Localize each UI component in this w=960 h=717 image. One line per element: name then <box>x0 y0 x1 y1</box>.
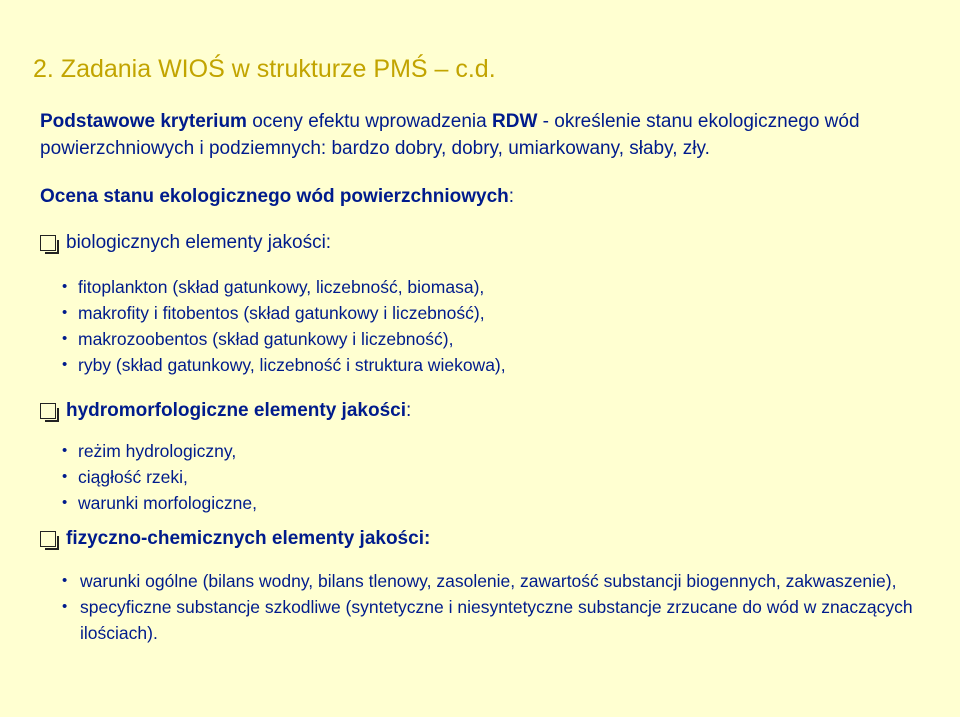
section-subheading <box>40 186 514 208</box>
intro-text-2: oceny efektu wprowadzenia <box>246 111 492 132</box>
list-item: • ryby (skład gatunkowy, liczebność i struktura wiekowa), <box>62 352 506 378</box>
group-heading-label: hydromorfologiczne elementy jakości <box>66 400 406 421</box>
list-item: • makrozoobentos (skład gatunkowy i liczebność), <box>62 326 506 352</box>
group-heading-suffix: : <box>405 400 412 421</box>
group-heading-label: fizyczno-chemicznych elementy jakości: <box>66 528 431 549</box>
checkbox-bullet-icon <box>40 531 56 547</box>
subheading-suffix: : <box>508 186 515 207</box>
list-item: • reżim hydrologiczny, <box>62 438 257 464</box>
list-item: • ciągłość rzeki, <box>62 464 257 490</box>
list-item: • specyficzne substancje szkodliwe (syntetyczne i niesyntetyczne substancje zrzucane do wód w znaczących ilościach). <box>62 594 942 646</box>
intro-bold-1: Podstawowe kryterium <box>40 111 247 132</box>
group-heading-biological <box>40 232 331 254</box>
intro-bold-3: RDW <box>492 111 538 132</box>
checkbox-bullet-icon <box>40 235 56 251</box>
group-heading-physicochemical <box>40 528 430 550</box>
group-heading-label: biologicznych elementy jakości: <box>66 232 332 253</box>
list-item: • warunki morfologiczne, <box>62 490 257 516</box>
intro-paragraph <box>40 108 940 162</box>
list-biological <box>62 274 506 378</box>
page-title: 2. Zadania WIOŚ w strukturze PMŚ – c.d. <box>33 55 496 83</box>
intro-text-4: - określenie stanu ekologicznego wód powierzchniowych i podziemnych: bardzo dobry, dobry, umiarkowany, słaby, zły. <box>40 111 860 159</box>
list-item: • fitoplankton (skład gatunkowy, liczebność, biomasa), <box>62 274 506 300</box>
list-physicochemical <box>62 568 942 646</box>
checkbox-bullet-icon <box>40 403 56 419</box>
list-item: • warunki ogólne (bilans wodny, bilans tlenowy, zasolenie, zawartość substancji biogennych, zakwaszenie), <box>62 568 942 594</box>
list-item: • makrofity i fitobentos (skład gatunkowy i liczebność), <box>62 300 506 326</box>
subheading-bold: Ocena stanu ekologicznego wód powierzchniowych <box>40 186 509 207</box>
group-heading-hydromorphological <box>40 400 411 422</box>
list-hydromorphological <box>62 438 257 516</box>
